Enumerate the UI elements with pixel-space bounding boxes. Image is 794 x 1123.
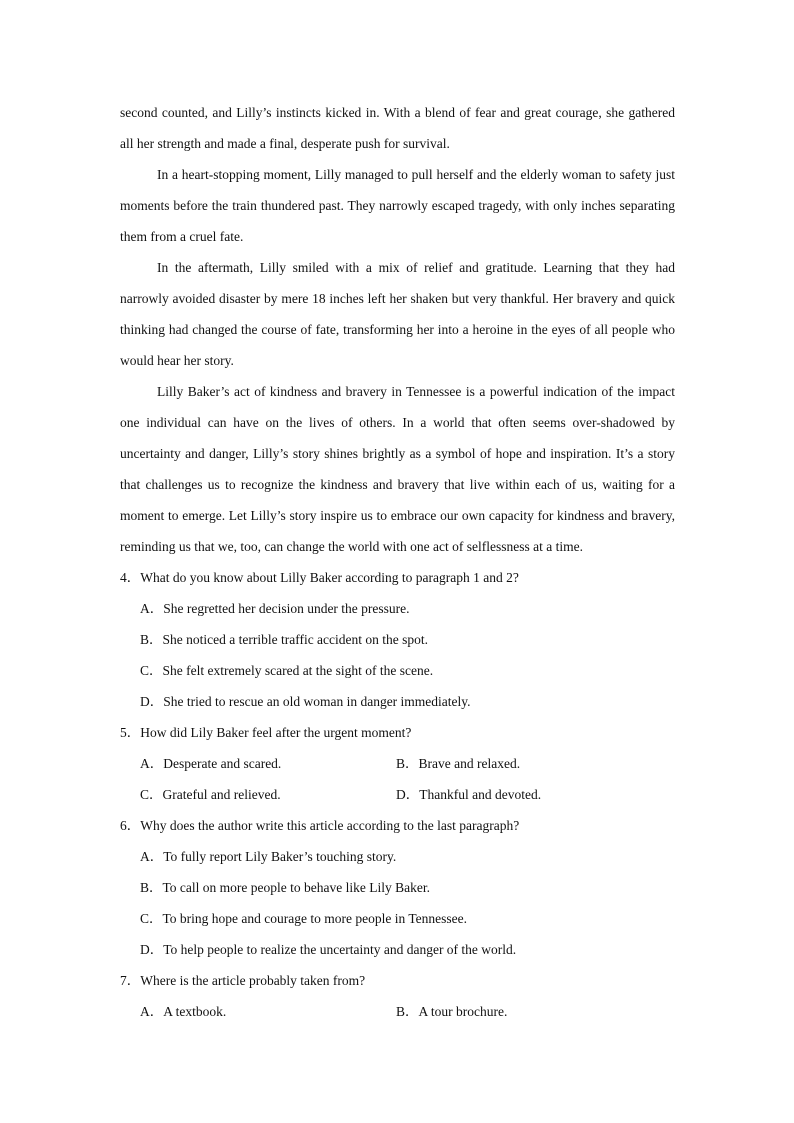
passage-paragraph-conclusion: Lilly Baker’s act of kindness and bravery in Tennessee is a powerful indication of the impact one individual can have on the lives of others. In a world that often seems over-shadowed by uncertainty and danger, Lilly’s story shines brightly as a symbol of hope and inspiration. It’s a story that challenges us to recognize the kindness and bravery that live within each of us, waiting for a moment to emerge. Let Lilly’s story inspire us to embrace our own capacity for kindness and bravery, reminding us that we, too, can change the world with one act of selflessness at a time. bbox=[120, 384, 675, 554]
option-c: C．To bring hope and courage to more people in Tennessee. bbox=[140, 911, 468, 926]
passage-paragraph-rescue: In a heart-stopping moment, Lilly managed to pull herself and the elderly woman to safety just moments before the train thundered past. They narrowly escaped tragedy, with only inches separating them from a cruel fate. bbox=[120, 167, 675, 244]
passage-paragraph-continued: second counted, and Lilly’s instincts kicked in. With a blend of fear and great courage, she gathered all her strength and made a final, desperate push for survival. bbox=[120, 105, 675, 151]
passage-paragraph-aftermath: In the aftermath, Lilly smiled with a mix of relief and gratitude. Learning that they had narrowly avoided disaster by mere 18 inches left her shaken but very thankful. Her bravery and quick thinking had changed the course of fate, transforming her into a heroine in the eyes of all people who would hear her story. bbox=[120, 260, 675, 368]
option-row bbox=[140, 996, 675, 1027]
question-stem: 5．How did Lily Baker feel after the urgent moment? bbox=[120, 725, 412, 740]
option-a: A．A textbook. bbox=[140, 1004, 227, 1019]
question-6 bbox=[120, 810, 675, 965]
document-page bbox=[120, 97, 675, 1027]
option-b: B．She noticed a terrible traffic accident on the spot. bbox=[140, 632, 429, 647]
question-stem: 6．Why does the author write this article according to the last paragraph? bbox=[120, 818, 520, 833]
option-b: B．To call on more people to behave like Lily Baker. bbox=[140, 880, 430, 895]
question-4 bbox=[120, 562, 675, 717]
question-stem: 7．Where is the article probably taken from? bbox=[120, 973, 366, 988]
option-d: D．She tried to rescue an old woman in danger immediately. bbox=[140, 694, 471, 709]
option-a: A．Desperate and scared. bbox=[140, 756, 282, 771]
option-row bbox=[140, 748, 675, 779]
question-5 bbox=[120, 717, 675, 810]
option-a: A．She regretted her decision under the pressure. bbox=[140, 601, 410, 616]
option-d: D．Thankful and devoted. bbox=[396, 787, 542, 802]
option-a: A．To fully report Lily Baker’s touching story. bbox=[140, 849, 397, 864]
option-c: C．She felt extremely scared at the sight of the scene. bbox=[140, 663, 434, 678]
question-7 bbox=[120, 965, 675, 1027]
question-stem: 4．What do you know about Lilly Baker according to paragraph 1 and 2? bbox=[120, 570, 519, 585]
option-c: C．Grateful and relieved. bbox=[140, 787, 281, 802]
option-row bbox=[140, 779, 675, 810]
option-b: B．Brave and relaxed. bbox=[396, 756, 521, 771]
option-b: B．A tour brochure. bbox=[396, 1004, 508, 1019]
option-d: D．To help people to realize the uncertainty and danger of the world. bbox=[140, 942, 517, 957]
